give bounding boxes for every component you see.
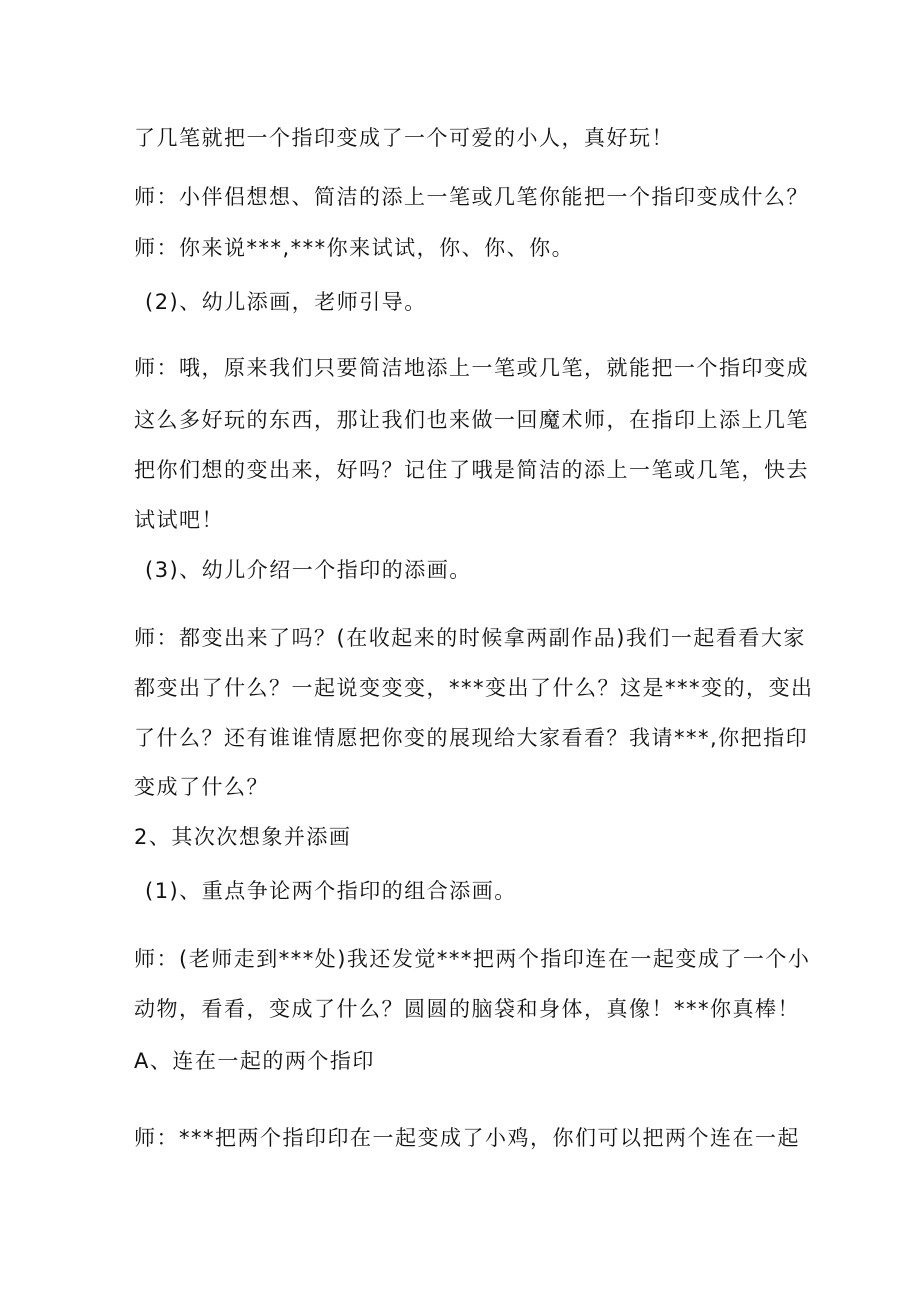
paragraph-line: 师：(老师走到***处)我还发觉***把两个指印连在一起变成了一个小 bbox=[134, 947, 811, 971]
paragraph-line: 这么多好玩的东西，那让我们也来做一回魔术师，在指印上添上几笔 bbox=[134, 408, 809, 432]
section-heading: (3)、幼儿介绍一个指印的添画。 bbox=[145, 558, 472, 582]
section-heading: 2、其次次想象并添画 bbox=[134, 825, 352, 849]
paragraph-line: 师：都变出来了吗？(在收起来的时候拿两副作品)我们一起看看大家 bbox=[134, 626, 806, 650]
paragraph-line: 师：你来说***,***你来试试，你、你、你。 bbox=[134, 236, 575, 260]
paragraph-line: 师：小伴侣想想、简洁的添上一笔或几笔你能把一个指印变成什么？ bbox=[134, 185, 809, 209]
paragraph-line: 动物，看看，变成了什么？圆圆的脑袋和身体，真像！***你真棒！ bbox=[134, 997, 800, 1021]
paragraph-line: 都变出了什么？一起说变变变，***变出了什么？这是***变的，变出 bbox=[134, 676, 814, 700]
paragraph-line: 师：***把两个指印印在一起变成了小鸡，你们可以把两个连在一起 bbox=[134, 1126, 800, 1150]
paragraph-line: 师：哦，原来我们只要简洁地添上一笔或几笔，就能把一个指印变成 bbox=[134, 356, 809, 380]
paragraph-line: 试试吧！ bbox=[134, 508, 224, 532]
section-heading: (1)、重点争论两个指印的组合添画。 bbox=[145, 879, 517, 903]
section-heading: A、连在一起的两个指印 bbox=[134, 1049, 375, 1073]
paragraph-line: 了几笔就把一个指印变成了一个可爱的小人，真好玩！ bbox=[134, 126, 674, 150]
section-heading: (2)、幼儿添画，老师引导。 bbox=[145, 290, 427, 314]
paragraph-line: 了什么？还有谁谁情愿把你变的展现给大家看看？我请***,你把指印 bbox=[134, 726, 809, 750]
paragraph-line: 把你们想的变出来，好吗？记住了哦是简洁的添上一笔或几笔，快去 bbox=[134, 458, 809, 482]
paragraph-line: 变成了什么？ bbox=[134, 775, 269, 799]
